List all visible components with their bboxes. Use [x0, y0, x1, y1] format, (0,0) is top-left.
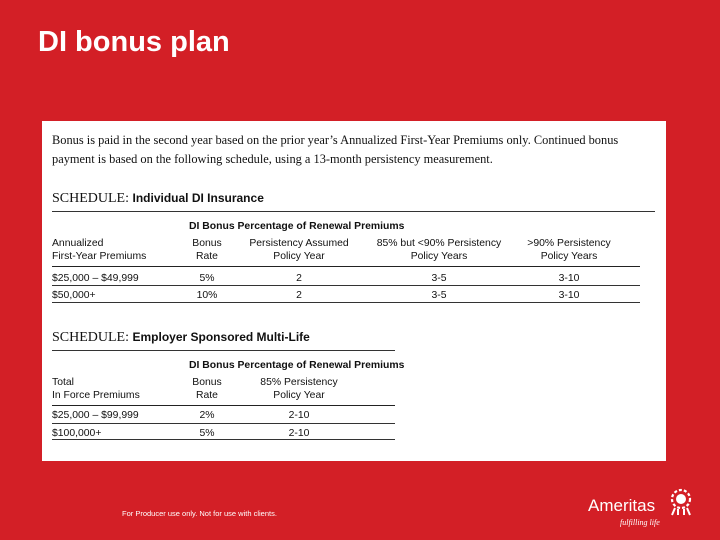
disclaimer: For Producer use only. Not for use with clients. — [122, 509, 277, 518]
header-persistency-assumed: Persistency Assumed Policy Year — [249, 238, 349, 262]
divider — [52, 302, 640, 303]
schedule-label: SCHEDULE: — [52, 191, 129, 206]
schedule-name: Employer Sponsored Multi-Life — [132, 330, 310, 344]
group-header: DI Bonus Percentage of Renewal Premiums — [189, 360, 405, 371]
logo-wordmark: Ameritas — [588, 496, 656, 515]
lion-icon — [666, 486, 696, 516]
bonus-document: Bonus is paid in the second year based on the prior year’s Annualized First-Year Premiums only. Continued bonus payment is based on the following schedule, using a 13-month persistency measurement. SCHEDULE: Individual DI Insurance DI Bonus Percentage of Renewal Premiums Annualized First-Year Premiums Bonus Rate Persistency Assumed Policy Year 85% but <90% Persistency Policy Years >90% Persistency Policy Years $25,000 – $49,999 5% 2 3-5 3-10 $50,000+ 10% 2 3-5 3-10 SCHEDULE: Employer Sponsored Multi-Life DI Bonus Percentage of Renewal Premiums Total In Force Premiums Bonus Rate 85% Persistency Policy Year $25,000 – $99,999 2% 2-10 $100,000+ 5% 2-10 — [42, 121, 666, 461]
ameritas-logo — [586, 484, 706, 530]
schedule-multilife-heading — [52, 330, 310, 346]
header-premiums: Annualized First-Year Premiums — [52, 238, 147, 262]
header-85-persistency: 85% Persistency Policy Year — [260, 377, 338, 401]
header-90-persistency: >90% Persistency Policy Years — [527, 238, 611, 262]
intro-line-1: Bonus is paid in the second year based on the prior year’s Annualized First-Year Premiums only. Continued bonus — [52, 133, 619, 147]
logo-tagline: fulfilling life — [620, 518, 660, 527]
schedule-label: SCHEDULE: — [52, 330, 129, 345]
group-header: DI Bonus Percentage of Renewal Premiums — [189, 221, 405, 232]
header-bonus-rate: Bonus Rate — [192, 377, 222, 401]
header-85-persistency: 85% but <90% Persistency Policy Years — [376, 238, 502, 262]
divider — [52, 350, 395, 351]
divider — [52, 423, 395, 424]
divider — [52, 266, 640, 267]
page-title: DI bonus plan — [38, 26, 230, 58]
header-inforce-premiums: Total In Force Premiums — [52, 377, 140, 401]
divider — [52, 211, 655, 212]
intro-paragraph — [52, 131, 652, 169]
divider — [52, 285, 640, 286]
divider — [52, 405, 395, 406]
intro-line-2: payment is based on the following schedule, using a 13-month persistency measurement. — [52, 152, 493, 166]
schedule-name: Individual DI Insurance — [132, 191, 264, 205]
schedule-individual-heading — [52, 191, 264, 207]
divider — [52, 439, 395, 440]
header-bonus-rate: Bonus Rate — [192, 238, 222, 262]
